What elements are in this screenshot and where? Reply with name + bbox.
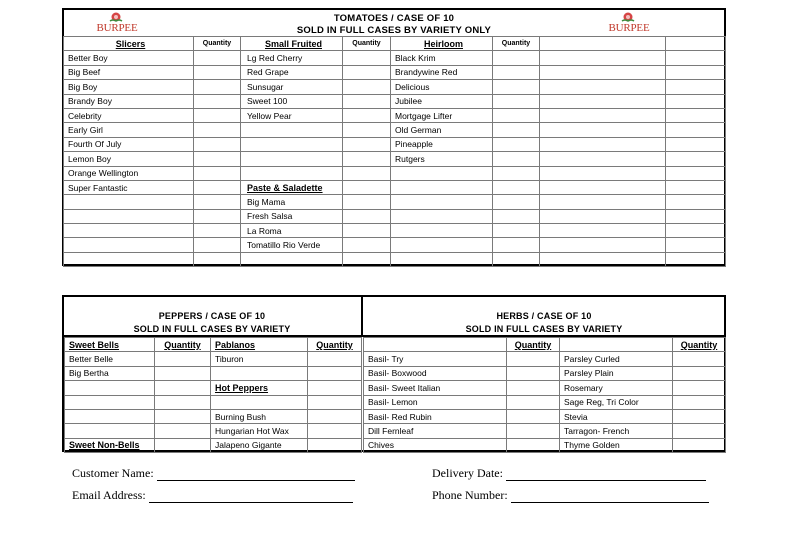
quantity-header: Quantity (308, 338, 362, 352)
slicers-header: Slicers (64, 37, 194, 51)
empty-cell (391, 166, 493, 180)
quantity-cell[interactable] (194, 195, 241, 209)
peppers-title-line2: SOLD IN FULL CASES BY VARIETY (133, 324, 291, 334)
quantity-cell[interactable] (493, 152, 540, 166)
quantity-cell[interactable] (343, 108, 391, 122)
quantity-cell[interactable] (493, 224, 540, 238)
table-row (64, 252, 726, 266)
empty-cell (241, 252, 343, 266)
quantity-cell[interactable] (666, 195, 726, 209)
quantity-cell[interactable] (673, 366, 726, 380)
herb-variety: Basil- Red Rubin (364, 409, 507, 423)
delivery-date-row (432, 466, 706, 481)
quantity-cell[interactable] (194, 209, 241, 223)
quantity-cell[interactable] (155, 438, 211, 452)
hot-pepper-variety: Hungarian Hot Wax (211, 424, 308, 438)
empty-cell (391, 209, 493, 223)
quantity-cell[interactable] (673, 352, 726, 366)
quantity-cell[interactable] (673, 438, 726, 452)
paste-variety: Fresh Salsa (241, 209, 343, 223)
paste-variety: La Roma (241, 224, 343, 238)
quantity-cell[interactable] (343, 51, 391, 65)
slicer-variety: Celebrity (64, 108, 194, 122)
quantity-cell[interactable] (343, 123, 391, 137)
paste-variety: Big Mama (241, 195, 343, 209)
quantity-cell[interactable] (666, 224, 726, 238)
herbs-title-line2: SOLD IN FULL CASES BY VARIETY (465, 324, 623, 334)
sweet-bells-header: Sweet Bells (65, 338, 155, 352)
table-row (64, 166, 726, 180)
quantity-cell[interactable] (343, 80, 391, 94)
heirloom-variety: Mortgage Lifter (391, 108, 493, 122)
quantity-cell[interactable] (673, 381, 726, 395)
slicer-variety: Fourth Of July (64, 137, 194, 151)
heirloom-header: Heirloom (391, 37, 493, 51)
empty-cell (560, 338, 673, 352)
quantity-cell[interactable] (507, 424, 560, 438)
phone-number-label: Phone Number: (432, 488, 508, 502)
empty-cell (65, 395, 155, 409)
tomatoes-title-line1: TOMATOES / CASE OF 10 (333, 13, 455, 24)
empty-cell (540, 65, 666, 79)
quantity-cell[interactable] (493, 65, 540, 79)
quantity-cell[interactable] (343, 65, 391, 79)
empty-cell (391, 238, 493, 252)
empty-cell (64, 252, 194, 266)
quantity-cell[interactable] (507, 438, 560, 452)
tomatoes-title-line2: SOLD IN FULL CASES BY VARIETY ONLY (296, 25, 492, 36)
quantity-cell[interactable] (343, 137, 391, 151)
quantity-cell[interactable] (194, 238, 241, 252)
heirloom-variety: Old German (391, 123, 493, 137)
quantity-cell[interactable] (666, 166, 726, 180)
table-row (64, 108, 726, 122)
phone-number-row (432, 488, 709, 503)
quantity-cell[interactable] (507, 395, 560, 409)
hot-peppers-header: Hot Peppers (211, 381, 308, 395)
table-row (364, 424, 726, 438)
table-row (64, 180, 726, 194)
tomatoes-header (62, 8, 726, 37)
herb-variety: Parsley Curled (560, 352, 673, 366)
peppers-title-line1: PEPPERS / CASE OF 10 (158, 311, 266, 321)
table-row (364, 381, 726, 395)
empty-cell (364, 338, 507, 352)
quantity-cell[interactable] (673, 409, 726, 423)
quantity-cell[interactable] (493, 252, 540, 266)
quantity-cell[interactable] (493, 209, 540, 223)
quantity-header: Quantity (507, 338, 560, 352)
sweet-bell-variety: Better Belle (65, 352, 155, 366)
empty-cell (540, 238, 666, 252)
delivery-date-field[interactable] (506, 469, 706, 481)
paste-saladette-header: Paste & Saladette (241, 180, 343, 194)
quantity-cell[interactable] (194, 166, 241, 180)
quantity-cell[interactable] (194, 65, 241, 79)
herbs-title (364, 310, 724, 336)
quantity-cell[interactable] (194, 94, 241, 108)
empty-cell (540, 80, 666, 94)
quantity-cell[interactable] (666, 180, 726, 194)
heirloom-variety: Pineapple (391, 137, 493, 151)
quantity-cell[interactable] (343, 195, 391, 209)
quantity-cell[interactable] (493, 180, 540, 194)
slicer-variety: Early Girl (64, 123, 194, 137)
small-fruited-variety: Yellow Pear (241, 108, 343, 122)
quantity-cell[interactable] (155, 381, 211, 395)
empty-cell (540, 252, 666, 266)
sweet-non-bells-header: Sweet Non-Bells (65, 438, 155, 452)
quantity-cell[interactable] (507, 381, 560, 395)
slicer-variety: Brandy Boy (64, 94, 194, 108)
empty-cell (241, 152, 343, 166)
table-row (364, 409, 726, 423)
herb-variety: Parsley Plain (560, 366, 673, 380)
herbs-header-row (364, 338, 726, 352)
quantity-cell[interactable] (343, 152, 391, 166)
herb-variety: Rosemary (560, 381, 673, 395)
table-row (64, 94, 726, 108)
empty-cell (241, 123, 343, 137)
quantity-cell[interactable] (343, 238, 391, 252)
quantity-cell[interactable] (194, 123, 241, 137)
empty-cell (64, 224, 194, 238)
quantity-cell[interactable] (308, 395, 362, 409)
quantity-cell[interactable] (308, 381, 362, 395)
empty-cell (65, 381, 155, 395)
quantity-cell[interactable] (666, 94, 726, 108)
herb-variety: Thyme Golden (560, 438, 673, 452)
empty-cell (666, 37, 726, 51)
herbs-table (363, 337, 726, 453)
quantity-cell[interactable] (343, 252, 391, 266)
table-row (364, 366, 726, 380)
herb-variety: Basil- Lemon (364, 395, 507, 409)
empty-cell (391, 195, 493, 209)
small-fruited-header: Small Fruited (241, 37, 343, 51)
table-row (65, 409, 362, 423)
email-address-row (72, 488, 353, 503)
slicer-variety: Super Fantastic (64, 180, 194, 194)
empty-cell (540, 209, 666, 223)
customer-name-field[interactable] (157, 469, 355, 481)
quantity-cell[interactable] (493, 238, 540, 252)
quantity-cell[interactable] (673, 395, 726, 409)
quantity-cell[interactable] (507, 352, 560, 366)
quantity-header: Quantity (343, 37, 391, 51)
quantity-cell[interactable] (194, 137, 241, 151)
quantity-cell[interactable] (194, 108, 241, 122)
quantity-cell[interactable] (666, 51, 726, 65)
empty-cell (540, 94, 666, 108)
empty-cell (241, 166, 343, 180)
quantity-cell[interactable] (666, 238, 726, 252)
table-row (65, 395, 362, 409)
empty-cell (540, 51, 666, 65)
empty-cell (540, 108, 666, 122)
table-row (364, 438, 726, 452)
small-fruited-variety: Sweet 100 (241, 94, 343, 108)
slicer-variety: Big Beef (64, 65, 194, 79)
peppers-header-row (65, 338, 362, 352)
slicer-variety: Lemon Boy (64, 152, 194, 166)
table-row (65, 424, 362, 438)
empty-cell (391, 180, 493, 194)
quantity-cell[interactable] (194, 152, 241, 166)
empty-cell (540, 123, 666, 137)
herb-variety: Dill Fernleaf (364, 424, 507, 438)
empty-cell (65, 409, 155, 423)
quantity-cell[interactable] (343, 180, 391, 194)
table-row (64, 51, 726, 65)
table-row (64, 224, 726, 238)
quantity-cell[interactable] (493, 94, 540, 108)
empty-cell (391, 252, 493, 266)
logo-wordmark: BURPEE (96, 22, 138, 34)
table-row (65, 381, 362, 395)
table-row (364, 395, 726, 409)
sweet-bell-variety: Big Bertha (65, 366, 155, 380)
quantity-cell[interactable] (194, 252, 241, 266)
empty-cell (65, 424, 155, 438)
table-row (64, 209, 726, 223)
empty-cell (540, 224, 666, 238)
empty-cell (391, 224, 493, 238)
quantity-header: Quantity (155, 338, 211, 352)
slicer-variety: Big Boy (64, 80, 194, 94)
table-row (64, 80, 726, 94)
phone-number-field[interactable] (511, 491, 709, 503)
quantity-cell[interactable] (155, 366, 211, 380)
empty-cell (540, 37, 666, 51)
tomatoes-table (63, 36, 726, 267)
hot-pepper-variety: Burning Bush (211, 409, 308, 423)
herb-variety: Basil- Try (364, 352, 507, 366)
herb-variety: Basil- Boxwood (364, 366, 507, 380)
herb-variety: Sage Reg, Tri Color (560, 395, 673, 409)
quantity-cell[interactable] (666, 209, 726, 223)
quantity-cell[interactable] (666, 123, 726, 137)
quantity-cell[interactable] (493, 166, 540, 180)
quantity-cell[interactable] (343, 224, 391, 238)
empty-cell (241, 137, 343, 151)
pablanos-header: Pablanos (211, 338, 308, 352)
quantity-cell[interactable] (343, 209, 391, 223)
table-row (64, 238, 726, 252)
empty-cell (540, 137, 666, 151)
quantity-cell[interactable] (493, 108, 540, 122)
table-row (64, 123, 726, 137)
quantity-cell[interactable] (493, 137, 540, 151)
hot-pepper-variety: Jalapeno Gigante (211, 438, 308, 452)
customer-name-label: Customer Name: (72, 466, 154, 480)
quantity-cell[interactable] (194, 80, 241, 94)
quantity-cell[interactable] (308, 352, 362, 366)
empty-cell (64, 209, 194, 223)
herb-variety: Chives (364, 438, 507, 452)
table-row (65, 366, 362, 380)
table-row (65, 352, 362, 366)
herb-variety: Stevia (560, 409, 673, 423)
herbs-title-line1: HERBS / CASE OF 10 (496, 311, 592, 321)
quantity-cell[interactable] (493, 51, 540, 65)
burpee-logo-right (604, 12, 654, 34)
table-row (64, 137, 726, 151)
empty-cell (211, 366, 308, 380)
quantity-cell[interactable] (194, 224, 241, 238)
quantity-header: Quantity (493, 37, 540, 51)
heirloom-variety: Rutgers (391, 152, 493, 166)
customer-name-row (72, 466, 355, 481)
logo-wordmark: BURPEE (608, 22, 650, 34)
quantity-cell[interactable] (666, 65, 726, 79)
paste-variety: Tomatillo Rio Verde (241, 238, 343, 252)
peppers-table (64, 337, 362, 453)
heirloom-variety: Black Krim (391, 51, 493, 65)
email-address-label: Email Address: (72, 488, 146, 502)
quantity-cell[interactable] (194, 180, 241, 194)
quantity-header: Quantity (194, 37, 241, 51)
quantity-cell[interactable] (493, 123, 540, 137)
quantity-cell[interactable] (194, 51, 241, 65)
quantity-cell[interactable] (673, 424, 726, 438)
quantity-cell[interactable] (155, 352, 211, 366)
quantity-cell[interactable] (507, 366, 560, 380)
quantity-cell[interactable] (666, 252, 726, 266)
quantity-cell[interactable] (308, 438, 362, 452)
slicer-variety: Better Boy (64, 51, 194, 65)
heirloom-variety: Brandywine Red (391, 65, 493, 79)
quantity-cell[interactable] (308, 409, 362, 423)
empty-cell (211, 395, 308, 409)
quantity-cell[interactable] (666, 108, 726, 122)
quantity-cell[interactable] (493, 195, 540, 209)
empty-cell (540, 195, 666, 209)
quantity-cell[interactable] (343, 94, 391, 108)
empty-cell (540, 152, 666, 166)
quantity-cell[interactable] (155, 395, 211, 409)
quantity-cell[interactable] (507, 409, 560, 423)
small-fruited-variety: Red Grape (241, 65, 343, 79)
peppers-title (64, 310, 360, 336)
empty-cell (540, 166, 666, 180)
herb-variety: Basil- Sweet Italian (364, 381, 507, 395)
table-row (64, 65, 726, 79)
empty-cell (64, 195, 194, 209)
quantity-cell[interactable] (666, 80, 726, 94)
herb-variety: Tarragon- French (560, 424, 673, 438)
heirloom-variety: Jubilee (391, 94, 493, 108)
table-row (65, 438, 362, 452)
small-fruited-variety: Lg Red Cherry (241, 51, 343, 65)
slicer-variety: Orange Wellington (64, 166, 194, 180)
small-fruited-variety: Sunsugar (241, 80, 343, 94)
quantity-cell[interactable] (493, 80, 540, 94)
delivery-date-label: Delivery Date: (432, 466, 503, 480)
quantity-cell[interactable] (308, 424, 362, 438)
empty-cell (540, 180, 666, 194)
pablano-variety: Tiburon (211, 352, 308, 366)
quantity-cell[interactable] (155, 409, 211, 423)
quantity-cell[interactable] (343, 166, 391, 180)
table-row (64, 195, 726, 209)
quantity-header: Quantity (673, 338, 726, 352)
heirloom-variety: Delicious (391, 80, 493, 94)
quantity-cell[interactable] (308, 366, 362, 380)
table-row (64, 152, 726, 166)
quantity-cell[interactable] (155, 424, 211, 438)
quantity-cell[interactable] (666, 137, 726, 151)
table-row (364, 352, 726, 366)
quantity-cell[interactable] (666, 152, 726, 166)
tomatoes-header-row (64, 37, 726, 51)
empty-cell (64, 238, 194, 252)
email-address-field[interactable] (149, 491, 353, 503)
